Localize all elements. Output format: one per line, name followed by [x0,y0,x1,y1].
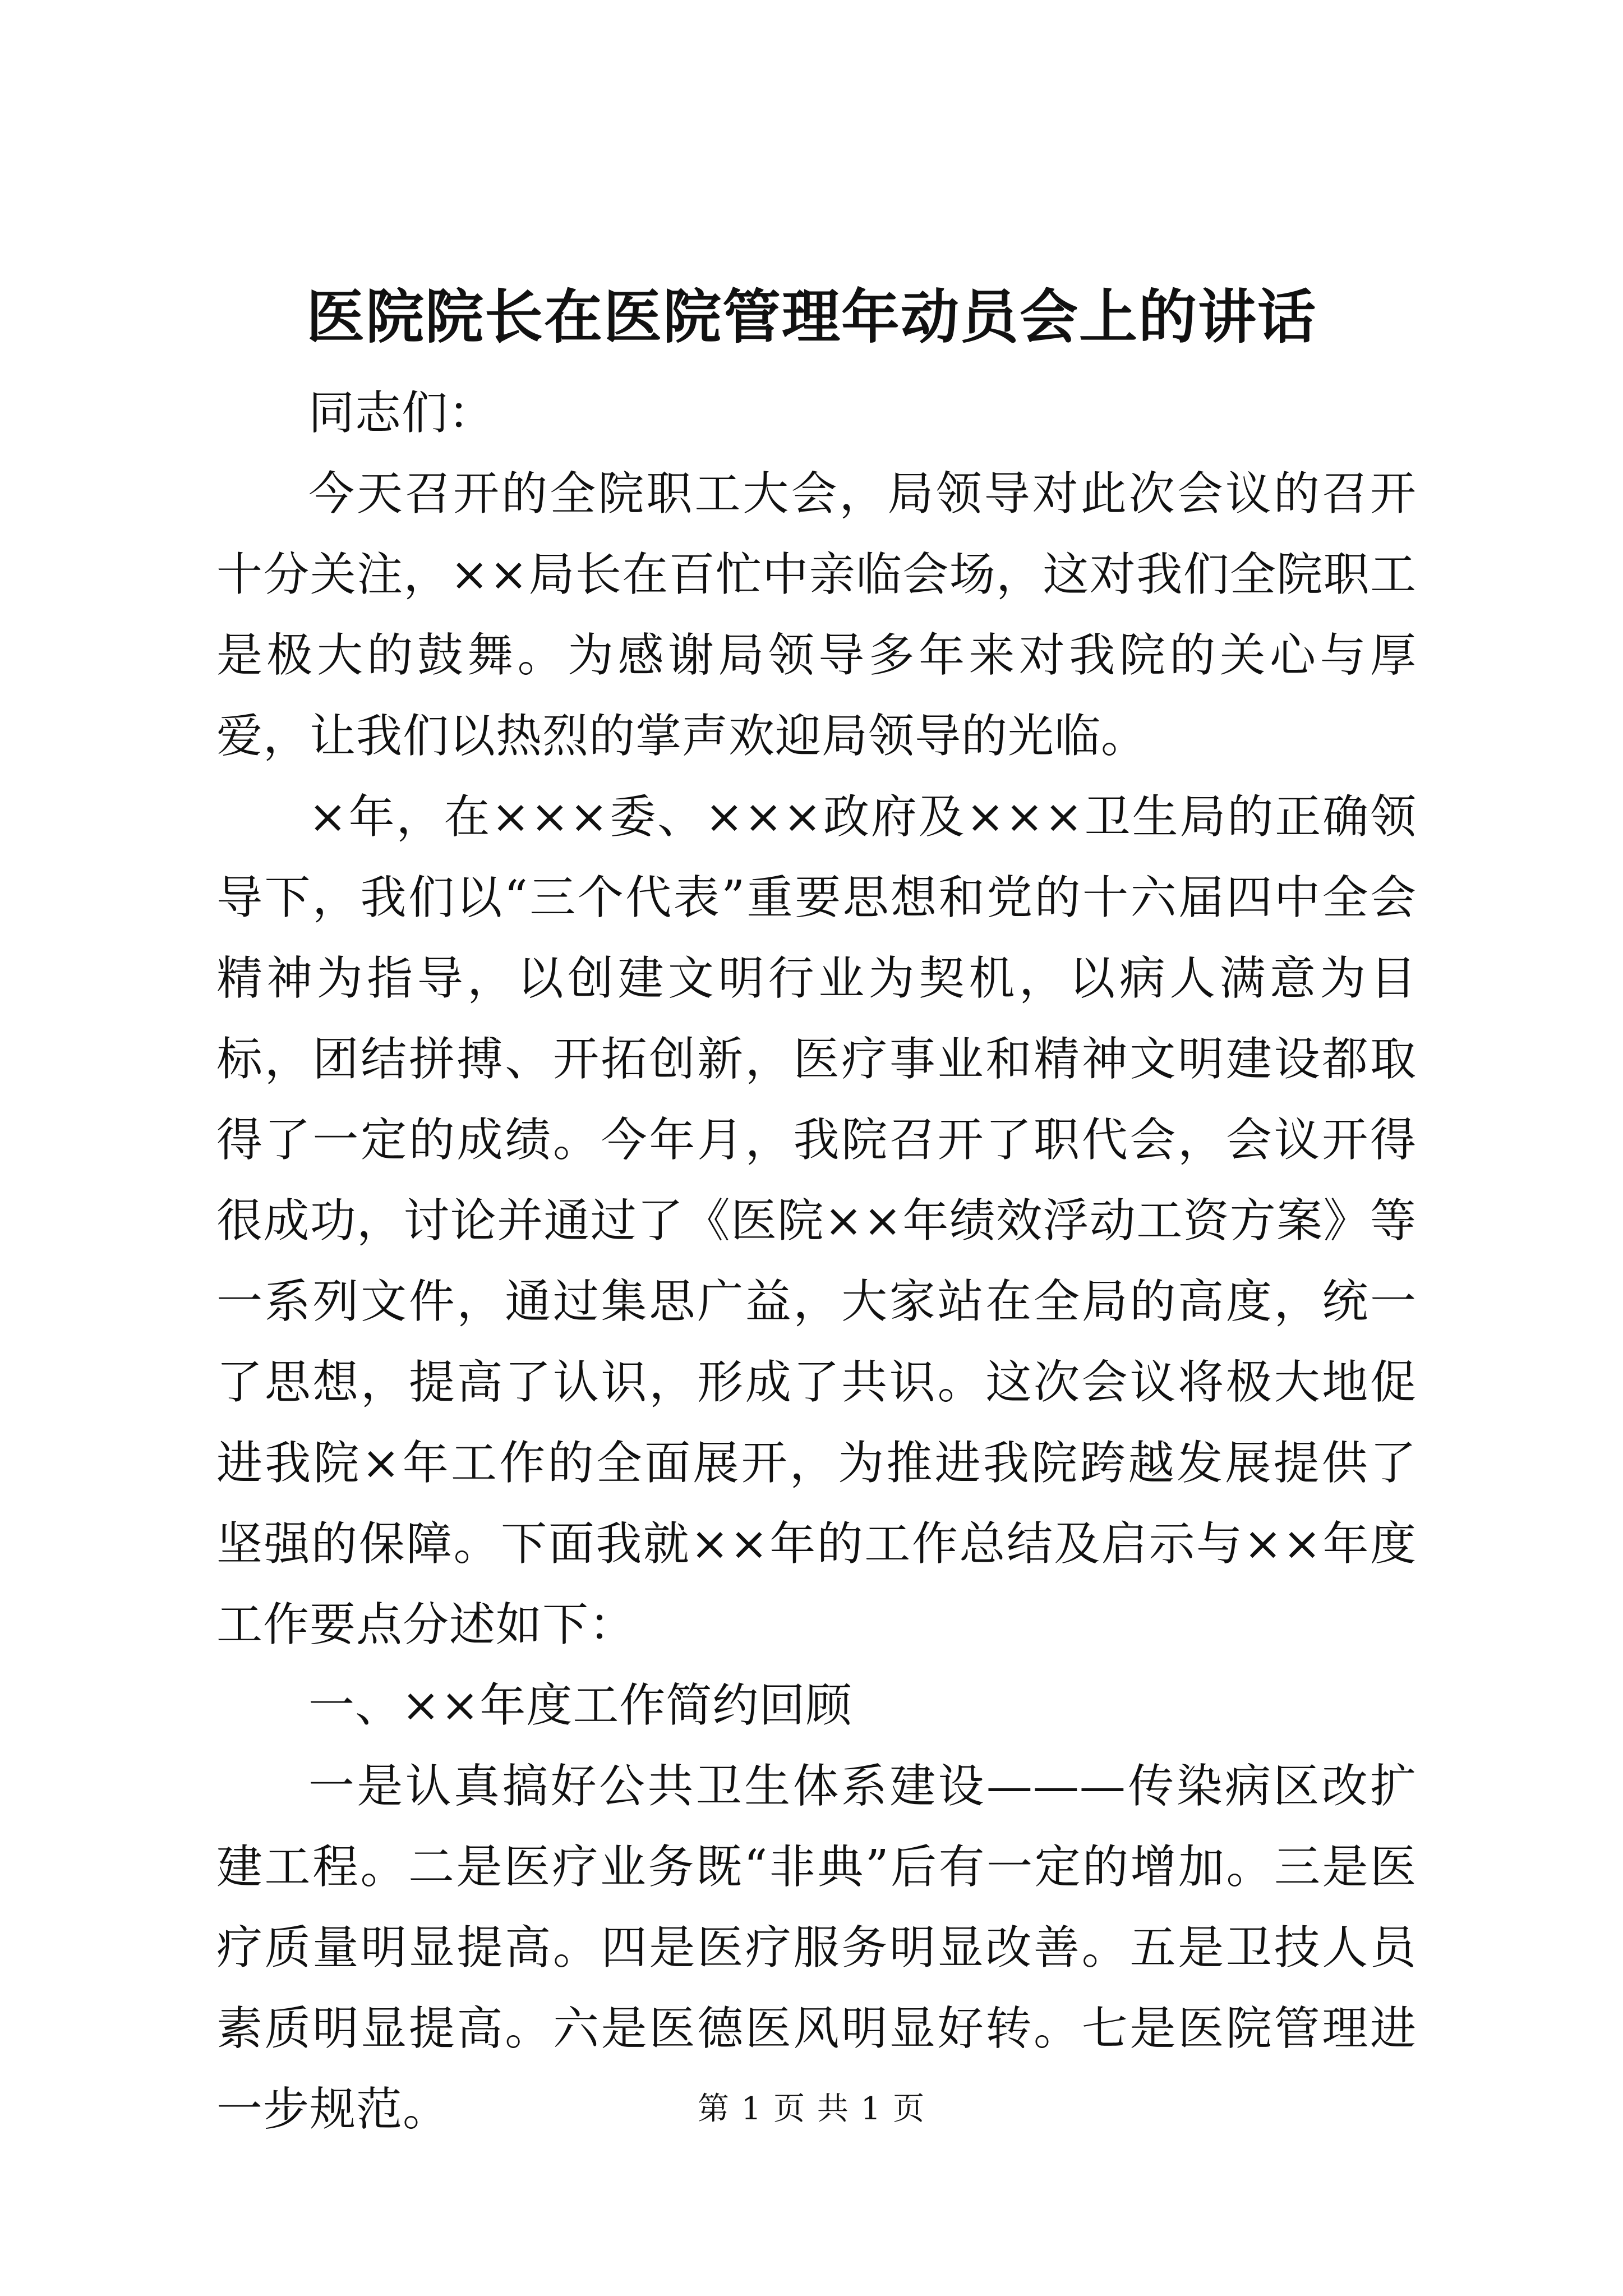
document-title: 医院院长在医院管理年动员会上的讲话 [306,282,1317,351]
paragraph-welcome: 今天召开的全院职工大会，局领导对此次会议的召开十分关注，××局长在百忙中亲临会场，这对我们全院职工是极大的鼓舞。为感谢局领导多年来对我院的关心与厚爱，让我们以热烈的掌声欢迎局领导的光临。 [216,467,1417,763]
paragraph-summary: ×年，在×××委、×××政府及×××卫生局的正确领导下，我们以“三个代表”重要思想和党的十六届四中全会精神为指导，以创建文明行业为契机，以病人满意为目标，团结拼搏、开拓创新，医疗事业和精神文明建设都取得了一定的成绩。今年月，我院召开了职代会，会议开得很成功，讨论并通过了《医院××年绩效浮动工资方案》等一系列文件，通过集思广益，大家站在全局的高度，统一了思想，提高了认识，形成了共识。这次会议将极大地促进我院×年工作的全面展开，为推进我院跨越发展提供了坚强的保障。下面我就××年的工作总结及启示与××年度工作要点分述如下： [216,790,1417,1651]
section-paragraph: 一是认真搞好公共卫生体系建设———传染病区改扩建工程。二是医疗业务既“非典”后有一定的增加。三是医疗质量明显提高。四是医疗服务明显改善。五是卫技人员素质明显提高。六是医德医风明显好转。七是医院管理进一步规范。 [216,1760,1417,2136]
page-footer: 第 1 页 共 1 页 [697,2091,926,2127]
salutation: 同志们： [308,386,495,440]
section-heading: 一、××年度工作简约回顾 [308,1679,852,1732]
document-body [216,373,1417,2150]
